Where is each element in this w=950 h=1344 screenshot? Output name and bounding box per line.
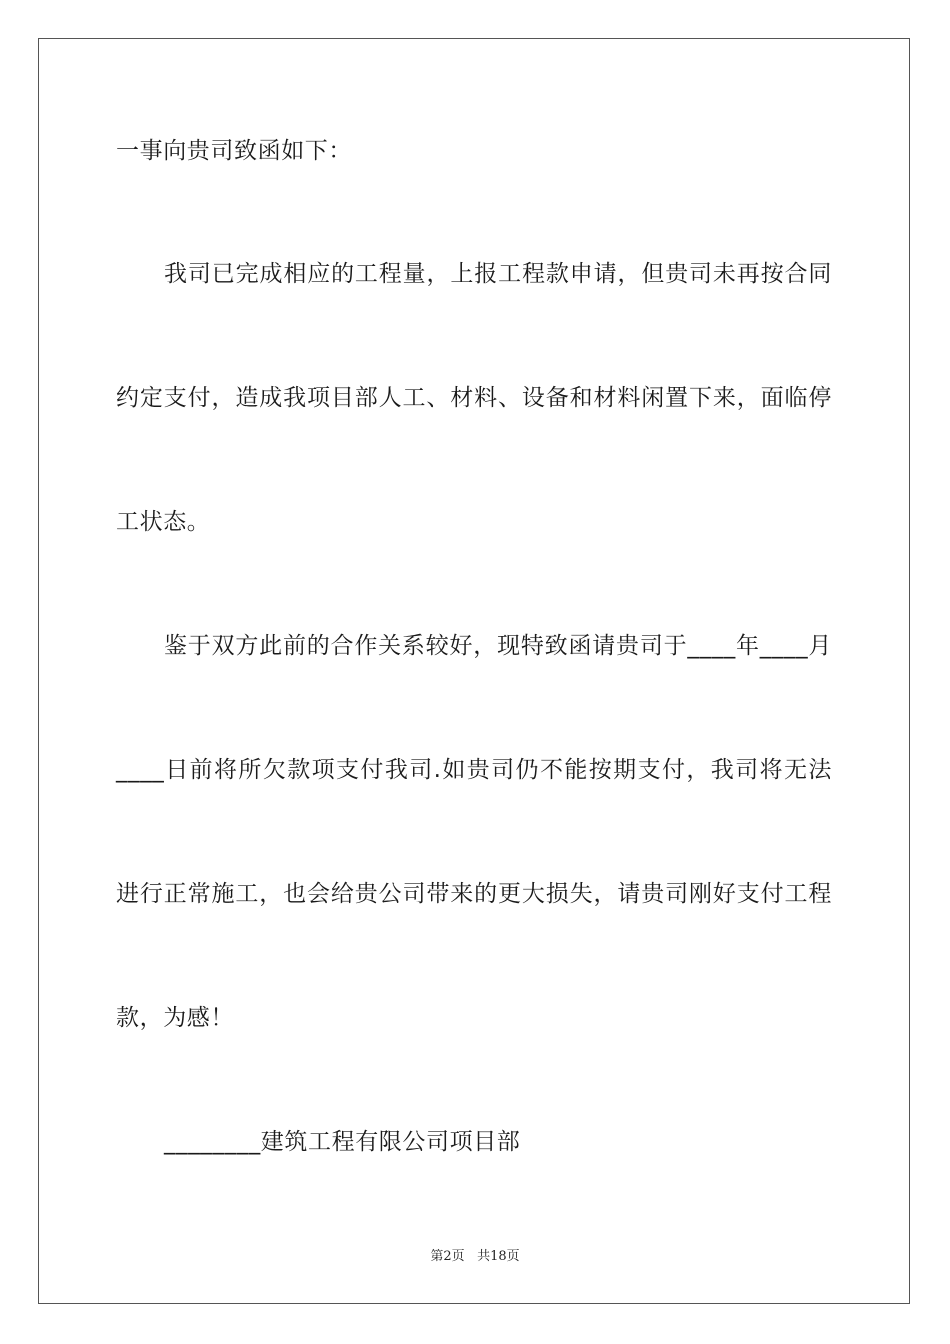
text-line-5: 鉴于双方此前的合作关系较好，现特致函请贵司于____年____月 <box>164 633 832 659</box>
page-footer <box>0 1248 950 1266</box>
text-line-2: 我司已完成相应的工程量，上报工程款申请，但贵司未再按合同 <box>164 261 832 287</box>
signature-line: ________建筑工程有限公司项目部 <box>164 1129 521 1155</box>
text-line-8: 款，为感！ <box>116 1005 234 1031</box>
page-total: 共18页 <box>477 1249 520 1264</box>
page-border <box>38 38 910 1304</box>
text-line-3: 约定支付，造成我项目部人工、材料、设备和材料闲置下来，面临停 <box>116 385 832 411</box>
page-number: 第2页 <box>430 1249 465 1264</box>
text-line-4: 工状态。 <box>116 509 211 535</box>
text-line-6: ____日前将所欠款项支付我司.如贵司仍不能按期支付，我司将无法 <box>116 757 832 783</box>
text-line-1: 一事向贵司致函如下： <box>116 138 352 164</box>
text-line-7: 进行正常施工，也会给贵公司带来的更大损失，请贵司刚好支付工程 <box>116 881 832 907</box>
